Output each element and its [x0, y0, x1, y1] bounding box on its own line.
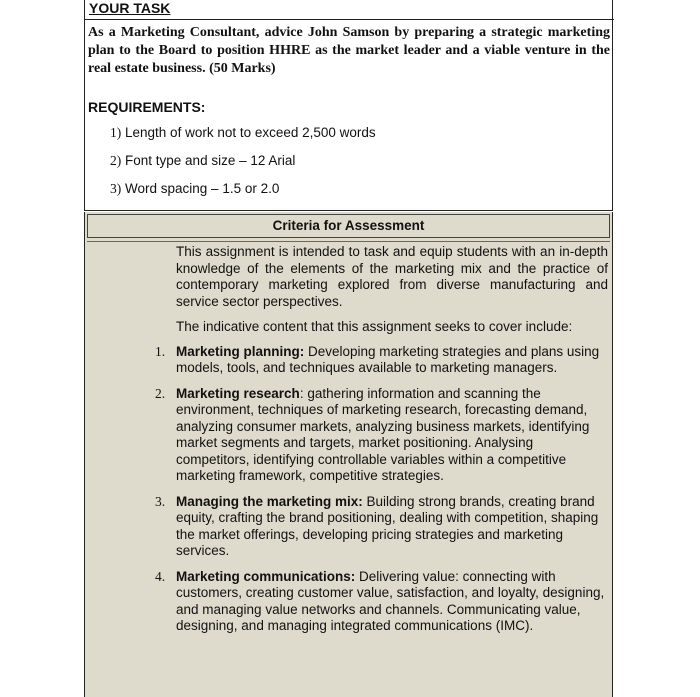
requirement-text: Length of work not to exceed 2,500 words — [125, 125, 376, 140]
criteria-item — [155, 343, 608, 377]
requirement-number: 2) — [110, 153, 122, 168]
criteria-text: Developing marketing strategies and plans using models, tools, and techniques available to marketing managers. — [176, 343, 600, 375]
requirement-number: 1) — [110, 125, 122, 140]
criteria-text: Delivering value: connecting with customers, creating customer value, satisfaction, and loyalty, designing, and managing value networks and channels. Communicating value, designing, and managing integrated communications (IMC). — [176, 568, 605, 633]
criteria-body — [155, 244, 608, 644]
requirement-item — [110, 152, 376, 180]
criteria-text: : gathering information and scanning the environment, techniques of marketing research, forecasting demand, analyzing consumer markets, analyzing business markets, identifying market segments and targets, market positioning. Analysing competitors, identifying controllable variables within a competitive marketing framework, competitive strategies. — [176, 385, 590, 483]
criteria-item — [155, 493, 608, 560]
requirement-item — [110, 180, 376, 208]
task-section — [84, 0, 613, 211]
requirement-item — [110, 124, 376, 152]
requirement-text: Word spacing – 1.5 or 2.0 — [125, 181, 280, 196]
requirement-text: Font type and size – 12 Arial — [125, 153, 296, 168]
document-page — [84, 0, 613, 697]
requirements-heading: REQUIREMENTS: — [88, 99, 206, 115]
task-description: As a Marketing Consultant, advice John Samson by preparing a strategic marketing plan to the Board to position HHRE as the market leader and a viable venture in the real estate business. (50 Marks) — [88, 25, 610, 76]
criteria-list — [155, 343, 608, 635]
criteria-item — [155, 568, 608, 635]
criteria-lead: Marketing research — [176, 385, 300, 401]
criteria-intro-2: The indicative content that this assignment seeks to cover include: — [176, 319, 573, 334]
criteria-lead: Managing the marketing mix: — [176, 493, 363, 509]
criteria-text: Building strong brands, creating brand equity, crafting the brand positioning, dealing with competition, shaping the market offerings, developing pricing strategies and marketing services. — [176, 493, 599, 558]
criteria-number: 3. — [155, 493, 166, 509]
criteria-divider — [87, 241, 610, 242]
criteria-number: 1. — [155, 343, 166, 359]
criteria-intro: This assignment is intended to task and equip students with an in-depth knowledge of the elements of the marketing mix and the practice of contemporary marketing explored from diverse manufacturing and service sector perspectives. — [176, 244, 608, 309]
requirement-number: 3) — [110, 181, 122, 196]
criteria-heading: Criteria for Assessment — [87, 214, 610, 238]
criteria-number: 2. — [155, 385, 166, 401]
requirements-list — [110, 124, 376, 208]
criteria-section — [84, 212, 613, 697]
heading-divider — [85, 19, 614, 20]
criteria-lead: Marketing communications: — [176, 568, 356, 584]
criteria-item — [155, 385, 608, 485]
task-heading: YOUR TASK — [89, 0, 171, 16]
criteria-number: 4. — [155, 568, 166, 584]
criteria-lead: Marketing planning: — [176, 343, 305, 359]
